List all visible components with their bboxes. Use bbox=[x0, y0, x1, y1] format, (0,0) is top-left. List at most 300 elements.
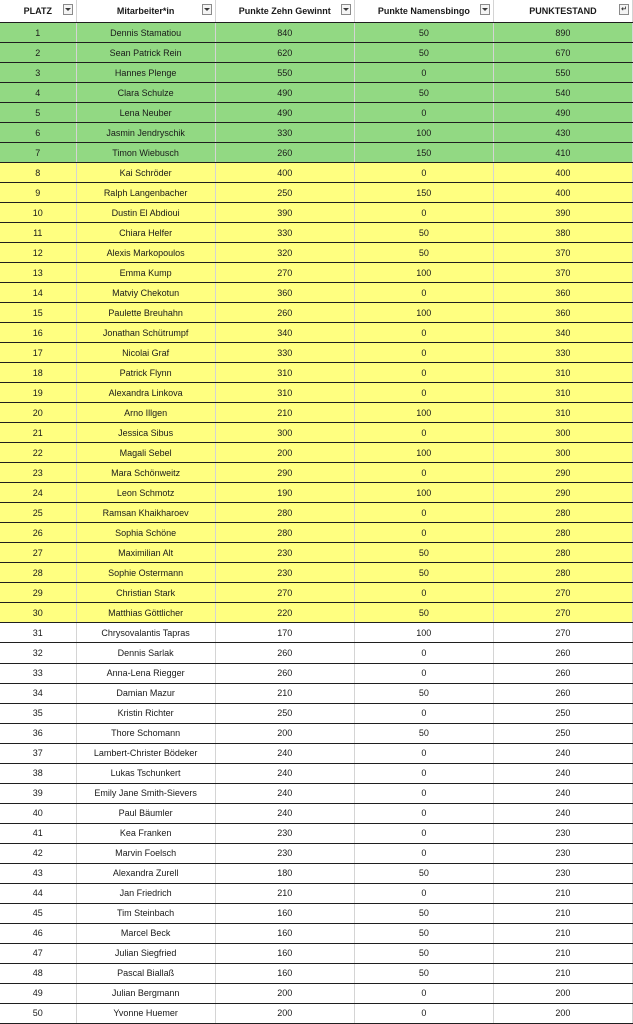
cell-namensbingo[interactable]: 0 bbox=[354, 323, 493, 343]
cell-zehn-gewinnt[interactable]: 390 bbox=[215, 203, 354, 223]
cell-name[interactable]: Emma Kump bbox=[76, 263, 215, 283]
cell-platz[interactable]: 3 bbox=[0, 63, 76, 83]
cell-punktestand[interactable]: 260 bbox=[493, 683, 632, 703]
cell-zehn-gewinnt[interactable]: 400 bbox=[215, 163, 354, 183]
cell-zehn-gewinnt[interactable]: 280 bbox=[215, 523, 354, 543]
table-row bbox=[0, 83, 633, 103]
cell-zehn-gewinnt[interactable]: 620 bbox=[215, 43, 354, 63]
table-row bbox=[0, 723, 633, 743]
table-row bbox=[0, 23, 633, 43]
cell-name[interactable]: Sean Patrick Rein bbox=[76, 43, 215, 63]
cell-namensbingo[interactable]: 0 bbox=[354, 523, 493, 543]
table-row bbox=[0, 103, 633, 123]
cell-zehn-gewinnt[interactable]: 230 bbox=[215, 823, 354, 843]
cell-platz[interactable]: 15 bbox=[0, 303, 76, 323]
cell-namensbingo[interactable]: 0 bbox=[354, 583, 493, 603]
cell-punktestand[interactable]: 310 bbox=[493, 403, 632, 423]
cell-name[interactable]: Dennis Stamatiou bbox=[76, 23, 215, 43]
cell-platz[interactable]: 22 bbox=[0, 443, 76, 463]
cell-platz[interactable]: 30 bbox=[0, 603, 76, 623]
cell-namensbingo[interactable]: 100 bbox=[354, 403, 493, 423]
table-row bbox=[0, 863, 633, 883]
cell-platz[interactable]: 46 bbox=[0, 923, 76, 943]
cell-namensbingo[interactable]: 0 bbox=[354, 203, 493, 223]
cell-punktestand[interactable]: 230 bbox=[493, 863, 632, 883]
table-row bbox=[0, 143, 633, 163]
cell-punktestand[interactable]: 280 bbox=[493, 563, 632, 583]
cell-zehn-gewinnt[interactable]: 340 bbox=[215, 323, 354, 343]
cell-platz[interactable]: 2 bbox=[0, 43, 76, 63]
cell-name[interactable]: Alexandra Zurell bbox=[76, 863, 215, 883]
cell-namensbingo[interactable]: 150 bbox=[354, 183, 493, 203]
table-row bbox=[0, 43, 633, 63]
cell-zehn-gewinnt[interactable]: 840 bbox=[215, 23, 354, 43]
cell-name[interactable]: Arno Illgen bbox=[76, 403, 215, 423]
cell-platz[interactable]: 20 bbox=[0, 403, 76, 423]
cell-platz[interactable]: 44 bbox=[0, 883, 76, 903]
cell-name[interactable]: Lukas Tschunkert bbox=[76, 763, 215, 783]
cell-name[interactable]: Paulette Breuhahn bbox=[76, 303, 215, 323]
table-row bbox=[0, 923, 633, 943]
cell-namensbingo[interactable]: 0 bbox=[354, 803, 493, 823]
cell-platz[interactable]: 11 bbox=[0, 223, 76, 243]
cell-punktestand[interactable]: 390 bbox=[493, 203, 632, 223]
cell-name[interactable]: Nicolai Graf bbox=[76, 343, 215, 363]
cell-namensbingo[interactable]: 0 bbox=[354, 743, 493, 763]
cell-punktestand[interactable]: 240 bbox=[493, 803, 632, 823]
cell-name[interactable]: Alexis Markopoulos bbox=[76, 243, 215, 263]
cell-punktestand[interactable]: 210 bbox=[493, 943, 632, 963]
cell-zehn-gewinnt[interactable]: 200 bbox=[215, 723, 354, 743]
cell-punktestand[interactable]: 210 bbox=[493, 923, 632, 943]
cell-name[interactable]: Kristin Richter bbox=[76, 703, 215, 723]
cell-name[interactable]: Kai Schröder bbox=[76, 163, 215, 183]
cell-platz[interactable]: 13 bbox=[0, 263, 76, 283]
cell-namensbingo[interactable]: 0 bbox=[354, 503, 493, 523]
cell-platz[interactable]: 43 bbox=[0, 863, 76, 883]
cell-zehn-gewinnt[interactable]: 280 bbox=[215, 503, 354, 523]
cell-name[interactable]: Emily Jane Smith-Sievers bbox=[76, 783, 215, 803]
cell-punktestand[interactable]: 890 bbox=[493, 23, 632, 43]
cell-namensbingo[interactable]: 100 bbox=[354, 123, 493, 143]
cell-namensbingo[interactable]: 50 bbox=[354, 683, 493, 703]
cell-name[interactable]: Dustin El Abdioui bbox=[76, 203, 215, 223]
cell-name[interactable]: Paul Bäumler bbox=[76, 803, 215, 823]
table-row bbox=[0, 663, 633, 683]
cell-platz[interactable]: 6 bbox=[0, 123, 76, 143]
table-row bbox=[0, 563, 633, 583]
cell-zehn-gewinnt[interactable]: 240 bbox=[215, 743, 354, 763]
cell-punktestand[interactable]: 360 bbox=[493, 303, 632, 323]
cell-platz[interactable]: 17 bbox=[0, 343, 76, 363]
table-row bbox=[0, 883, 633, 903]
table-row bbox=[0, 623, 633, 643]
cell-platz[interactable]: 10 bbox=[0, 203, 76, 223]
cell-name[interactable]: Patrick Flynn bbox=[76, 363, 215, 383]
cell-name[interactable]: Lena Neuber bbox=[76, 103, 215, 123]
cell-punktestand[interactable]: 200 bbox=[493, 1003, 632, 1023]
cell-namensbingo[interactable]: 0 bbox=[354, 1003, 493, 1023]
cell-punktestand[interactable]: 400 bbox=[493, 163, 632, 183]
cell-punktestand[interactable]: 410 bbox=[493, 143, 632, 163]
cell-zehn-gewinnt[interactable]: 210 bbox=[215, 883, 354, 903]
cell-name[interactable]: Jan Friedrich bbox=[76, 883, 215, 903]
filter-dropdown-icon[interactable] bbox=[63, 4, 73, 15]
table-row bbox=[0, 403, 633, 423]
cell-punktestand[interactable]: 400 bbox=[493, 183, 632, 203]
table-row bbox=[0, 363, 633, 383]
cell-zehn-gewinnt[interactable]: 230 bbox=[215, 543, 354, 563]
cell-name[interactable]: Christian Stark bbox=[76, 583, 215, 603]
cell-zehn-gewinnt[interactable]: 240 bbox=[215, 763, 354, 783]
table-row bbox=[0, 583, 633, 603]
cell-namensbingo[interactable]: 50 bbox=[354, 943, 493, 963]
cell-name[interactable]: Timon Wiebusch bbox=[76, 143, 215, 163]
cell-namensbingo[interactable]: 0 bbox=[354, 763, 493, 783]
cell-name[interactable]: Julian Bergmann bbox=[76, 983, 215, 1003]
table-row bbox=[0, 643, 633, 663]
cell-zehn-gewinnt[interactable]: 270 bbox=[215, 583, 354, 603]
cell-zehn-gewinnt[interactable]: 310 bbox=[215, 363, 354, 383]
filter-dropdown-icon[interactable] bbox=[341, 4, 351, 15]
cell-namensbingo[interactable]: 0 bbox=[354, 783, 493, 803]
cell-platz[interactable]: 24 bbox=[0, 483, 76, 503]
table-row bbox=[0, 943, 633, 963]
cell-zehn-gewinnt[interactable]: 330 bbox=[215, 123, 354, 143]
cell-platz[interactable]: 14 bbox=[0, 283, 76, 303]
header-namensbingo bbox=[354, 0, 493, 23]
table-row bbox=[0, 263, 633, 283]
cell-name[interactable]: Mara Schönweitz bbox=[76, 463, 215, 483]
cell-name[interactable]: Sophia Schöne bbox=[76, 523, 215, 543]
cell-punktestand[interactable]: 340 bbox=[493, 323, 632, 343]
cell-namensbingo[interactable]: 50 bbox=[354, 863, 493, 883]
cell-namensbingo[interactable]: 0 bbox=[354, 283, 493, 303]
cell-name[interactable]: Ralph Langenbacher bbox=[76, 183, 215, 203]
cell-platz[interactable]: 7 bbox=[0, 143, 76, 163]
cell-namensbingo[interactable]: 100 bbox=[354, 263, 493, 283]
cell-zehn-gewinnt[interactable]: 210 bbox=[215, 403, 354, 423]
cell-punktestand[interactable]: 210 bbox=[493, 963, 632, 983]
cell-namensbingo[interactable]: 50 bbox=[354, 923, 493, 943]
cell-zehn-gewinnt[interactable]: 220 bbox=[215, 603, 354, 623]
cell-zehn-gewinnt[interactable]: 170 bbox=[215, 623, 354, 643]
cell-platz[interactable]: 5 bbox=[0, 103, 76, 123]
cell-platz[interactable]: 25 bbox=[0, 503, 76, 523]
cell-name[interactable]: Anna-Lena Riegger bbox=[76, 663, 215, 683]
cell-namensbingo[interactable]: 0 bbox=[354, 383, 493, 403]
cell-punktestand[interactable]: 250 bbox=[493, 723, 632, 743]
table-row bbox=[0, 763, 633, 783]
cell-namensbingo[interactable]: 0 bbox=[354, 423, 493, 443]
cell-name[interactable]: Matviy Chekotun bbox=[76, 283, 215, 303]
cell-punktestand[interactable]: 210 bbox=[493, 883, 632, 903]
cell-punktestand[interactable]: 240 bbox=[493, 783, 632, 803]
table-row bbox=[0, 243, 633, 263]
cell-platz[interactable]: 33 bbox=[0, 663, 76, 683]
filter-dropdown-icon[interactable] bbox=[480, 4, 490, 15]
cell-platz[interactable]: 12 bbox=[0, 243, 76, 263]
cell-platz[interactable]: 4 bbox=[0, 83, 76, 103]
cell-platz[interactable]: 39 bbox=[0, 783, 76, 803]
cell-zehn-gewinnt[interactable]: 300 bbox=[215, 423, 354, 443]
cell-namensbingo[interactable]: 50 bbox=[354, 23, 493, 43]
cell-zehn-gewinnt[interactable]: 190 bbox=[215, 483, 354, 503]
cell-zehn-gewinnt[interactable]: 240 bbox=[215, 803, 354, 823]
cell-zehn-gewinnt[interactable]: 210 bbox=[215, 683, 354, 703]
cell-zehn-gewinnt[interactable]: 230 bbox=[215, 843, 354, 863]
cell-namensbingo[interactable]: 50 bbox=[354, 603, 493, 623]
cell-punktestand[interactable]: 210 bbox=[493, 903, 632, 923]
cell-namensbingo[interactable]: 0 bbox=[354, 463, 493, 483]
cell-platz[interactable]: 34 bbox=[0, 683, 76, 703]
cell-namensbingo[interactable]: 50 bbox=[354, 223, 493, 243]
cell-punktestand[interactable]: 200 bbox=[493, 983, 632, 1003]
cell-zehn-gewinnt[interactable]: 550 bbox=[215, 63, 354, 83]
cell-platz[interactable]: 8 bbox=[0, 163, 76, 183]
cell-zehn-gewinnt[interactable]: 250 bbox=[215, 183, 354, 203]
cell-name[interactable]: Damian Mazur bbox=[76, 683, 215, 703]
cell-name[interactable]: Lambert-Christer Bödeker bbox=[76, 743, 215, 763]
cell-name[interactable]: Alexandra Linkova bbox=[76, 383, 215, 403]
table-row bbox=[0, 343, 633, 363]
cell-zehn-gewinnt[interactable]: 330 bbox=[215, 223, 354, 243]
cell-namensbingo[interactable]: 50 bbox=[354, 43, 493, 63]
cell-punktestand[interactable]: 310 bbox=[493, 383, 632, 403]
table-row bbox=[0, 423, 633, 443]
cell-namensbingo[interactable]: 0 bbox=[354, 643, 493, 663]
cell-zehn-gewinnt[interactable]: 260 bbox=[215, 303, 354, 323]
cell-platz[interactable]: 23 bbox=[0, 463, 76, 483]
cell-punktestand[interactable]: 280 bbox=[493, 523, 632, 543]
table-row bbox=[0, 603, 633, 623]
cell-namensbingo[interactable]: 50 bbox=[354, 723, 493, 743]
cell-namensbingo[interactable]: 100 bbox=[354, 483, 493, 503]
cell-namensbingo[interactable]: 0 bbox=[354, 823, 493, 843]
cell-platz[interactable]: 48 bbox=[0, 963, 76, 983]
cell-name[interactable]: Tim Steinbach bbox=[76, 903, 215, 923]
cell-zehn-gewinnt[interactable]: 330 bbox=[215, 343, 354, 363]
cell-name[interactable]: Julian Siegfried bbox=[76, 943, 215, 963]
cell-punktestand[interactable]: 230 bbox=[493, 823, 632, 843]
cell-namensbingo[interactable]: 100 bbox=[354, 443, 493, 463]
table-row bbox=[0, 1003, 633, 1023]
cell-platz[interactable]: 27 bbox=[0, 543, 76, 563]
cell-punktestand[interactable]: 260 bbox=[493, 663, 632, 683]
header-zehn-gewinnt bbox=[215, 0, 354, 23]
cell-namensbingo[interactable]: 100 bbox=[354, 303, 493, 323]
cell-name[interactable]: Chiara Helfer bbox=[76, 223, 215, 243]
cell-punktestand[interactable]: 380 bbox=[493, 223, 632, 243]
table-row bbox=[0, 443, 633, 463]
cell-name[interactable]: Yvonne Huemer bbox=[76, 1003, 215, 1023]
cell-namensbingo[interactable]: 50 bbox=[354, 963, 493, 983]
cell-name[interactable]: Pascal Biallaß bbox=[76, 963, 215, 983]
cell-name[interactable]: Hannes Plenge bbox=[76, 63, 215, 83]
table-row bbox=[0, 983, 633, 1003]
cell-zehn-gewinnt[interactable]: 230 bbox=[215, 563, 354, 583]
cell-platz[interactable]: 9 bbox=[0, 183, 76, 203]
cell-platz[interactable]: 16 bbox=[0, 323, 76, 343]
cell-zehn-gewinnt[interactable]: 310 bbox=[215, 383, 354, 403]
header-punktestand-label: PUNKTESTAND bbox=[529, 6, 597, 16]
cell-namensbingo[interactable]: 0 bbox=[354, 63, 493, 83]
cell-platz[interactable]: 45 bbox=[0, 903, 76, 923]
cell-namensbingo[interactable]: 0 bbox=[354, 163, 493, 183]
cell-punktestand[interactable]: 240 bbox=[493, 743, 632, 763]
cell-zehn-gewinnt[interactable]: 160 bbox=[215, 963, 354, 983]
cell-platz[interactable]: 35 bbox=[0, 703, 76, 723]
cell-namensbingo[interactable]: 0 bbox=[354, 663, 493, 683]
cell-namensbingo[interactable]: 0 bbox=[354, 843, 493, 863]
cell-platz[interactable]: 29 bbox=[0, 583, 76, 603]
cell-punktestand[interactable]: 290 bbox=[493, 483, 632, 503]
cell-zehn-gewinnt[interactable]: 250 bbox=[215, 703, 354, 723]
cell-punktestand[interactable]: 670 bbox=[493, 43, 632, 63]
cell-punktestand[interactable]: 330 bbox=[493, 343, 632, 363]
cell-zehn-gewinnt[interactable]: 360 bbox=[215, 283, 354, 303]
cell-platz[interactable]: 42 bbox=[0, 843, 76, 863]
cell-name[interactable]: Marvin Foelsch bbox=[76, 843, 215, 863]
cell-namensbingo[interactable]: 50 bbox=[354, 543, 493, 563]
cell-namensbingo[interactable]: 150 bbox=[354, 143, 493, 163]
cell-platz[interactable]: 50 bbox=[0, 1003, 76, 1023]
cell-platz[interactable]: 1 bbox=[0, 23, 76, 43]
cell-namensbingo[interactable]: 0 bbox=[354, 983, 493, 1003]
cell-punktestand[interactable]: 540 bbox=[493, 83, 632, 103]
cell-platz[interactable]: 26 bbox=[0, 523, 76, 543]
table-row bbox=[0, 703, 633, 723]
header-row bbox=[0, 0, 633, 23]
cell-platz[interactable]: 21 bbox=[0, 423, 76, 443]
cell-platz[interactable]: 47 bbox=[0, 943, 76, 963]
table-row bbox=[0, 63, 633, 83]
cell-zehn-gewinnt[interactable]: 490 bbox=[215, 103, 354, 123]
cell-punktestand[interactable]: 280 bbox=[493, 543, 632, 563]
table-row bbox=[0, 303, 633, 323]
cell-namensbingo[interactable]: 50 bbox=[354, 243, 493, 263]
table-row bbox=[0, 203, 633, 223]
cell-punktestand[interactable]: 360 bbox=[493, 283, 632, 303]
cell-zehn-gewinnt[interactable]: 240 bbox=[215, 783, 354, 803]
cell-name[interactable]: Jasmin Jendryschik bbox=[76, 123, 215, 143]
cell-namensbingo[interactable]: 100 bbox=[354, 623, 493, 643]
cell-platz[interactable]: 18 bbox=[0, 363, 76, 383]
header-platz bbox=[0, 0, 76, 23]
cell-platz[interactable]: 38 bbox=[0, 763, 76, 783]
cell-punktestand[interactable]: 430 bbox=[493, 123, 632, 143]
cell-zehn-gewinnt[interactable]: 260 bbox=[215, 643, 354, 663]
cell-zehn-gewinnt[interactable]: 260 bbox=[215, 663, 354, 683]
table-row bbox=[0, 463, 633, 483]
cell-platz[interactable]: 19 bbox=[0, 383, 76, 403]
cell-zehn-gewinnt[interactable]: 160 bbox=[215, 943, 354, 963]
table-row bbox=[0, 803, 633, 823]
cell-zehn-gewinnt[interactable]: 200 bbox=[215, 1003, 354, 1023]
cell-zehn-gewinnt[interactable]: 160 bbox=[215, 923, 354, 943]
cell-punktestand[interactable]: 310 bbox=[493, 363, 632, 383]
header-punktestand bbox=[493, 0, 632, 23]
cell-punktestand[interactable]: 300 bbox=[493, 443, 632, 463]
cell-punktestand[interactable]: 300 bbox=[493, 423, 632, 443]
cell-name[interactable]: Maximilian Alt bbox=[76, 543, 215, 563]
cell-punktestand[interactable]: 250 bbox=[493, 703, 632, 723]
cell-namensbingo[interactable]: 0 bbox=[354, 883, 493, 903]
cell-zehn-gewinnt[interactable]: 180 bbox=[215, 863, 354, 883]
cell-zehn-gewinnt[interactable]: 320 bbox=[215, 243, 354, 263]
cell-namensbingo[interactable]: 0 bbox=[354, 363, 493, 383]
cell-namensbingo[interactable]: 0 bbox=[354, 343, 493, 363]
cell-zehn-gewinnt[interactable]: 160 bbox=[215, 903, 354, 923]
cell-punktestand[interactable]: 270 bbox=[493, 623, 632, 643]
cell-name[interactable]: Matthias Göttlicher bbox=[76, 603, 215, 623]
cell-punktestand[interactable]: 490 bbox=[493, 103, 632, 123]
cell-punktestand[interactable]: 260 bbox=[493, 643, 632, 663]
cell-platz[interactable]: 37 bbox=[0, 743, 76, 763]
table-row bbox=[0, 123, 633, 143]
cell-punktestand[interactable]: 270 bbox=[493, 603, 632, 623]
cell-punktestand[interactable]: 280 bbox=[493, 503, 632, 523]
table-row bbox=[0, 283, 633, 303]
cell-name[interactable]: Leon Schmotz bbox=[76, 483, 215, 503]
cell-name[interactable]: Thore Schomann bbox=[76, 723, 215, 743]
cell-namensbingo[interactable]: 0 bbox=[354, 703, 493, 723]
cell-zehn-gewinnt[interactable]: 290 bbox=[215, 463, 354, 483]
cell-name[interactable]: Chrysovalantis Tapras bbox=[76, 623, 215, 643]
header-mitarbeiter bbox=[76, 0, 215, 23]
cell-platz[interactable]: 36 bbox=[0, 723, 76, 743]
cell-platz[interactable]: 31 bbox=[0, 623, 76, 643]
cell-namensbingo[interactable]: 50 bbox=[354, 903, 493, 923]
cell-name[interactable]: Jonathan Schütrumpf bbox=[76, 323, 215, 343]
cell-name[interactable]: Magali Sebel bbox=[76, 443, 215, 463]
cell-punktestand[interactable]: 230 bbox=[493, 843, 632, 863]
table-row bbox=[0, 183, 633, 203]
cell-zehn-gewinnt[interactable]: 270 bbox=[215, 263, 354, 283]
cell-punktestand[interactable]: 290 bbox=[493, 463, 632, 483]
cell-namensbingo[interactable]: 50 bbox=[354, 563, 493, 583]
cell-punktestand[interactable]: 240 bbox=[493, 763, 632, 783]
cell-name[interactable]: Ramsan Khaikharoev bbox=[76, 503, 215, 523]
cell-zehn-gewinnt[interactable]: 260 bbox=[215, 143, 354, 163]
cell-name[interactable]: Jessica Sibus bbox=[76, 423, 215, 443]
sort-descending-icon[interactable]: ↵ bbox=[619, 4, 629, 15]
cell-name[interactable]: Marcel Beck bbox=[76, 923, 215, 943]
cell-zehn-gewinnt[interactable]: 200 bbox=[215, 443, 354, 463]
cell-platz[interactable]: 49 bbox=[0, 983, 76, 1003]
table-row bbox=[0, 903, 633, 923]
cell-platz[interactable]: 28 bbox=[0, 563, 76, 583]
cell-punktestand[interactable]: 370 bbox=[493, 243, 632, 263]
cell-name[interactable]: Clara Schulze bbox=[76, 83, 215, 103]
cell-platz[interactable]: 40 bbox=[0, 803, 76, 823]
cell-namensbingo[interactable]: 0 bbox=[354, 103, 493, 123]
cell-punktestand[interactable]: 270 bbox=[493, 583, 632, 603]
cell-zehn-gewinnt[interactable]: 200 bbox=[215, 983, 354, 1003]
cell-name[interactable]: Kea Franken bbox=[76, 823, 215, 843]
filter-dropdown-icon[interactable] bbox=[202, 4, 212, 15]
cell-platz[interactable]: 32 bbox=[0, 643, 76, 663]
cell-platz[interactable]: 41 bbox=[0, 823, 76, 843]
cell-namensbingo[interactable]: 50 bbox=[354, 83, 493, 103]
table-row bbox=[0, 783, 633, 803]
cell-zehn-gewinnt[interactable]: 490 bbox=[215, 83, 354, 103]
table-row bbox=[0, 843, 633, 863]
cell-name[interactable]: Sophie Ostermann bbox=[76, 563, 215, 583]
cell-name[interactable]: Dennis Sarlak bbox=[76, 643, 215, 663]
cell-punktestand[interactable]: 370 bbox=[493, 263, 632, 283]
cell-punktestand[interactable]: 550 bbox=[493, 63, 632, 83]
